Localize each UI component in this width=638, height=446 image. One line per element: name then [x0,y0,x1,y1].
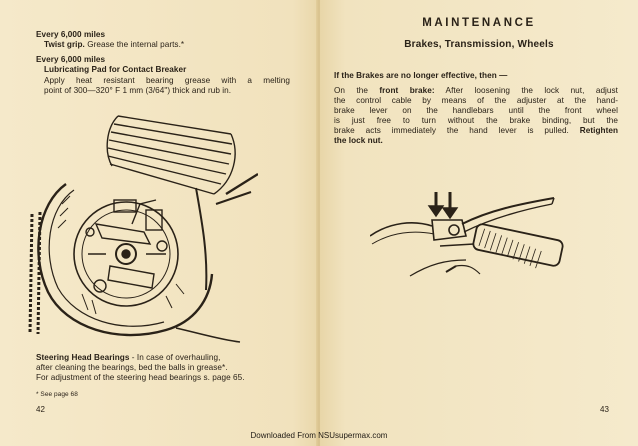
page-title: MAINTENANCE [422,17,536,29]
handlebar-brake-lever-illustration [370,186,570,296]
para-front-brake: front brake: [379,86,435,95]
para-lead: On the [334,86,380,95]
steering-line1 [36,353,220,363]
page-number-right: 43 [600,405,609,414]
para-line3: brake lever on the handlebars until the front wheel [334,106,618,115]
steering-line3: For adjustment of the steering head bearings s. page 65. [36,373,245,382]
section1-item-text: Grease the internal parts.* [87,40,185,49]
section2-line1: Apply heat resistant bearing grease with a melting [44,76,290,85]
engine-contact-breaker-illustration [26,104,258,344]
steering-line2: after cleaning the bearings, bed the balls in grease*. [36,363,228,372]
brake-intro: If the Brakes are no longer effective, then — [334,71,508,80]
para-line4: is just free to turn without the brake binding, but the [334,116,618,125]
page-number-left: 42 [36,405,45,414]
para-line5 [334,126,618,136]
section2-interval: Every 6,000 miles [36,55,106,64]
section2-line2: point of 300—320° F 1 mm (3/64") thick and rub in. [44,86,232,95]
steering-title: Steering Head Bearings [36,353,130,362]
right-page [320,0,638,446]
download-footer: Downloaded From NSUsupermax.com [250,431,388,440]
section2-item-title: Lubricating Pad for Contact Breaker [44,65,187,74]
left-page [0,0,318,446]
footnote: * See page 68 [36,391,78,398]
section1-item [44,40,184,50]
page-subtitle: Brakes, Transmission, Wheels [404,39,554,50]
para-line2: the control cable by means of the adjuster at the hand- [334,96,618,105]
para-retighten: Retighten [579,126,618,135]
para-line5-start: brake acts immediately the hand lever is pulled. [334,126,580,135]
section1-item-title: Twist grip. [44,40,85,49]
para-line1-rest: After loosening the lock nut, adjust [434,86,618,95]
para-line1 [334,86,618,96]
para-line6: the lock nut. [334,136,383,145]
section1-interval: Every 6,000 miles [36,30,106,39]
steering-line1-rest: - In case of overhauling, [129,353,221,362]
